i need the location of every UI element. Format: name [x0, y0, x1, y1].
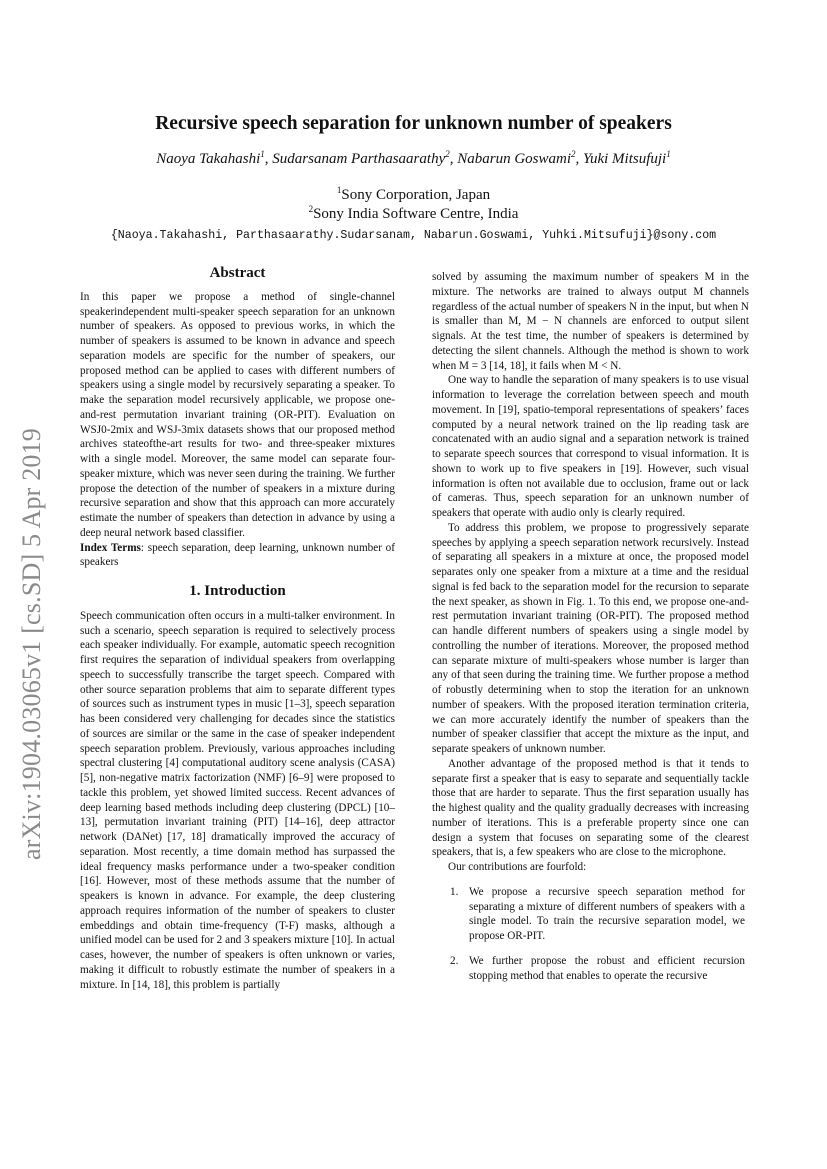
- contributions-list: [432, 885, 749, 984]
- list-text: We propose a recursive speech separation method for separating a mixture of different numbers of speakers with a single model. To train the recursive separation model, we propose OR-PIT.: [469, 885, 745, 942]
- list-item: [432, 885, 749, 944]
- list-text: We further propose the robust and efficient recursion stopping method that enables to operate the recursive: [469, 954, 745, 982]
- introduction-heading: 1. Introduction: [189, 583, 286, 599]
- index-terms-label: Index Terms: [80, 541, 141, 554]
- abstract-text: In this paper we propose a method of single-channel speakerindependent multi-speaker speech separation for an unknown number of speakers. As opposed to previous works, in which the number of speakers is assumed to be known in advance and speech separation models are specific for the number of speakers, our proposed method can be applied to cases with different numbers of speakers using a single model by recursively separating a speaker. To make the separation model recursively applicable, we propose one-and-rest permutation invariant training (OR-PIT). Evaluation on WSJ0-2mix and WSJ-3mix datasets shows that our proposed method archives stateofthe-art results for two- and three-speaker mixtures with a single model. Moreover, the same model can separate four-speaker mixture, which was never seen during the training. We further propose the detection of the number of speakers in a mixture during recursive separation and show that this approach can more accurately estimate the number of speakers than detection in advance by using a deep neural network based classifier.: [80, 290, 395, 539]
- intro-paragraph: Speech communication often occurs in a multi-talker environment. In such a scenario, speech separation is required to selectively process each speaker individually. For example, automatic speech recognition first requires the separation of individual speakers from overlapping speech to successfully transcribe the target speech. Compared with other source separation problems that aim to separate different types of sources such as instrument types in music [1–3], speech separation has been considered very challenging for decades since the statistics of sources are similar or the same in the case of speaker independent speech separation problem. Previously, various approaches including spectral clustering [4] computational auditory scene analysis (CASA) [5], non-negative matrix factorization (NMF) [6–9] were proposed to tackle this problem, yet showed limited success. Recent advances of deep learning based methods including deep clustering (DPCL) [10–13], permutation invariant training (PIT) [14–16], deep attractor network (DANet) [17, 18] dramatically improved the accuracy of separation. Most recently, a time domain method has surpassed the ideal frequency masks performance under a two-speaker condition [16]. However, most of these methods assume that the number of speakers is known in advance. For example, the deep clustering approach requires information of the number of speakers to cluster embeddings and obtain time-frequency (T-F) masks, although a unified model can be used for 2 and 3 speakers mixture [10]. In actual cases, however, the number of speakers is often unknown or varies, making it difficult to robustly estimate the number of speakers in a mixture. In [14, 18], this problem is partially: [80, 609, 395, 991]
- author-affil-mark: 2: [571, 149, 576, 159]
- intro-paragraph: One way to handle the separation of many speakers is to use visual information to leverage the correlation between speech and mouth movement. In [19], spatio-temporal representations of speakers’ faces computed by a neural network trained on the lip reading task are concatenated with an audio signal and a separation network is trained to separate speech sources that correspond to visual information. It is shown to work up to five speakers in [19]. However, such visual information is often not available due to occlusion, frame out or lack of cameras. Thus, speech separation for an unknown number of speakers that operate with audio only is clearly required.: [432, 374, 749, 519]
- left-column: [80, 266, 395, 992]
- abstract-heading: Abstract: [209, 265, 266, 281]
- affiliation: [0, 206, 827, 223]
- index-terms: [80, 541, 395, 571]
- paper-title: Recursive speech separation for unknown number of speakers: [155, 113, 672, 134]
- intro-paragraph: Our contributions are fourfold:: [448, 861, 587, 873]
- affiliation-name: Sony Corporation, Japan: [341, 187, 491, 203]
- author-name: Nabarun Goswami: [457, 151, 572, 167]
- intro-paragraph: To address this problem, we propose to progressively separate speeches by applying a speech separation network recursively. Instead of separating all speakers in a mixture at once, the proposed model separates only one speaker from a mixture at a time and the residual signal is fed back to the separation model for the recursion to separate the next speaker, as shown in Fig. 1. To this end, we propose one-and-rest permutation invariant training (OR-PIT). The proposed method can handle different numbers of speakers using a single model by controlling the number of iterations. Moreover, the proposed method can separate mixture of multi-speakers whose number is larger than any of that seen during the training time. We further propose a method of robustly determining when to stop the iteration for an unknown number of speakers. With the proposed iteration termination criteria, we can more accurately identify the number of speakers than the number of speaker classifier that accept the mixture as the input, and separate speakers of unknown number.: [432, 521, 749, 755]
- author-list: Naoya Takahashi$^1$, Sudarsanam Parthasaarathy$^2$, Nabarun Goswami$^2$, Yuki Mitsufuji$^1$: [156, 149, 671, 167]
- author-name: Sudarsanam Parthasaarathy: [272, 151, 446, 167]
- intro-paragraph: solved by assuming the maximum number of speakers M in the mixture. The networks are trained to always output M channels regardless of the actual number of speakers N in the input, but when N is smaller than M, M − N channels are enforced to output silent signals. At the test time, the number of speakers is determined by detecting the silent channels. Although the method is shown to work when M = 3 [14, 18], it fails when M < N.: [432, 271, 749, 372]
- arxiv-identifier-text: arXiv:1904.03065v1 [cs.SD] 5 Apr 2019: [17, 427, 46, 861]
- affil-mark: 1: [336, 185, 342, 195]
- author-affil-mark: 1: [666, 149, 671, 159]
- affiliation: [0, 187, 827, 204]
- author-emails: {Naoya.Takahashi, Parthasaarathy.Sudarsanam, Nabarun.Goswami, Yuhki.Mitsufuji}@sony.com: [110, 229, 717, 242]
- affiliation-name: Sony India Software Centre, India: [313, 206, 519, 222]
- right-column: [432, 270, 749, 983]
- intro-paragraph: Another advantage of the proposed method is that it tends to separate first a speaker that is easy to separate and sequentially tackle those that are harder to separate. Thus the first separation usually has the highest quality and the quality gradually decreases with increasing number of iterations. This is a preferable property since one can design a system that focuses on separating some of the clearest speakers, that is, a few speakers who are close to the microphone.: [432, 757, 749, 859]
- index-terms-text: : speech separation, deep learning, unknown number of speakers: [80, 541, 395, 569]
- author-name: Yuki Mitsufuji: [583, 151, 667, 167]
- author-affil-mark: 2: [445, 149, 450, 159]
- author-name: Naoya Takahashi: [156, 151, 261, 167]
- author-affil-mark: 1: [260, 149, 265, 159]
- arxiv-identifier: [12, 374, 52, 914]
- list-number: 2.: [450, 954, 459, 967]
- list-number: 1.: [450, 885, 459, 898]
- list-item: [432, 954, 749, 984]
- affil-mark: 2: [308, 204, 314, 214]
